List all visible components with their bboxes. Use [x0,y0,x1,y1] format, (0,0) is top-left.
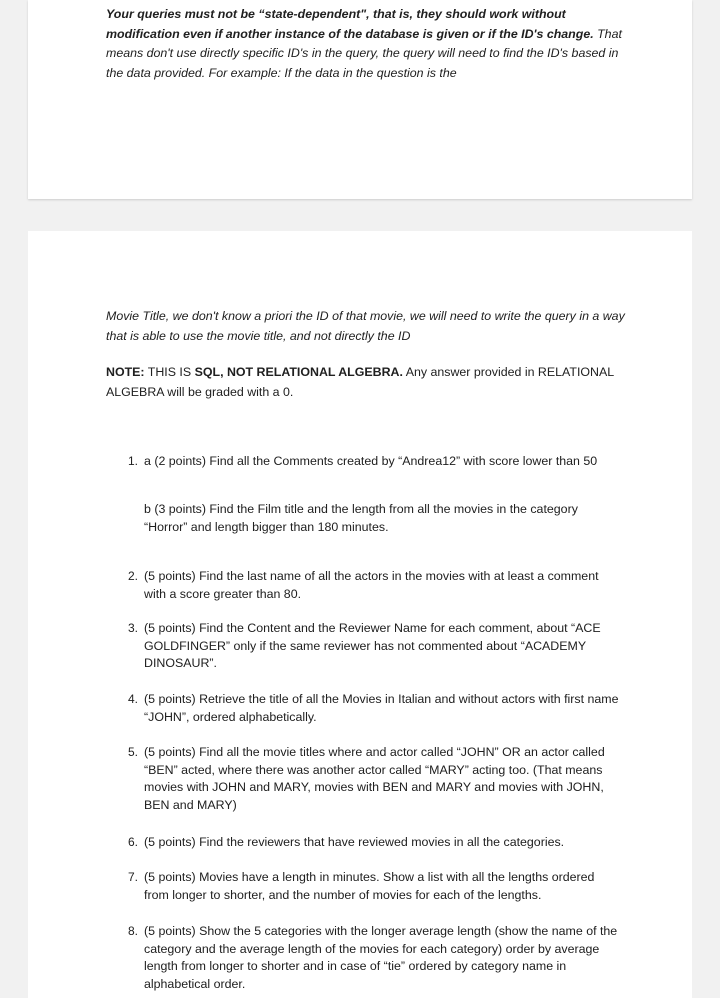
intro-bold-text: Your queries must not be “state-dependent", that is, they should work without modification even if another instance of the database is given or if the ID's change. [106,7,594,41]
question-number: 7. [127,870,138,884]
question-item-1b [144,501,620,536]
question-item-4 [127,691,620,726]
question-item-2 [127,568,620,603]
document-page-2 [28,231,692,998]
intro-paragraph [106,5,636,83]
question-item-3 [127,620,620,673]
question-number: 3. [127,621,138,635]
note-label: NOTE: [106,365,145,379]
question-text: (5 points) Find the reviewers that have reviewed movies in all the categories. [144,835,565,849]
question-text: (5 points) Show the 5 categories with the longer average length (show the name of the category and the average length of the movies for each category) order by average length from longer to shorter and in case of “tie” ordered by category name in alphabetical order. [144,924,618,991]
note-paragraph [106,363,636,402]
question-text: b (3 points) Find the Film title and the length from all the movies in the category “Horror” and length bigger than 180 minutes. [144,502,578,534]
intro-italic-text: That means don't use directly specific ID's in the query, the query will need to find the ID's based in the data provided. For example: If the data in the question is the [106,26,622,80]
continuation-paragraph: Movie Title, we don't know a priori the ID of that movie, we will need to write the query in a way that is able to use the movie title, and not directly the ID [106,309,625,343]
question-item-8 [127,923,620,993]
question-number: 5. [127,745,138,759]
question-text: (5 points) Find the Content and the Reviewer Name for each comment, about “ACE GOLDFINGER” only if the same reviewer has not commented about “ACADEMY DINOSAUR”. [144,621,601,671]
question-text: (5 points) Movies have a length in minutes. Show a list with all the lengths ordered from longer to shorter, and the number of movies for each of the lengths. [144,870,595,902]
question-text: (5 points) Find the last name of all the actors in the movies with at least a comment with a score greater than 80. [144,569,599,601]
question-number: 2. [127,569,138,583]
question-item-7 [127,869,620,904]
question-item-6 [127,834,620,852]
question-item-5 [127,744,620,814]
note-caps: THIS IS [144,365,195,379]
question-text: a (2 points) Find all the Comments created by “Andrea12” with score lower than 50 [144,454,598,468]
question-number: 1. [127,454,138,468]
question-text: (5 points) Retrieve the title of all the Movies in Italian and without actors with first name “JOHN”, ordered alphabetically. [144,692,619,724]
question-number: 6. [127,835,138,849]
note-bold: SQL, NOT RELATIONAL ALGEBRA. [194,365,403,379]
note-rest: Any answer provided in RELATIONAL ALGEBRA will be graded with a 0. [106,365,614,399]
question-item-1a [127,453,620,471]
document-page-1 [28,0,692,199]
question-text: (5 points) Find all the movie titles where and actor called “JOHN” OR an actor called “BEN” acted, where there was another actor called “MARY” acting too. (That means movies with JOHN and MARY, movies with BEN and MARY and movies with JOHN, BEN and MARY) [144,745,605,812]
question-number: 4. [127,692,138,706]
question-number: 8. [127,924,138,938]
